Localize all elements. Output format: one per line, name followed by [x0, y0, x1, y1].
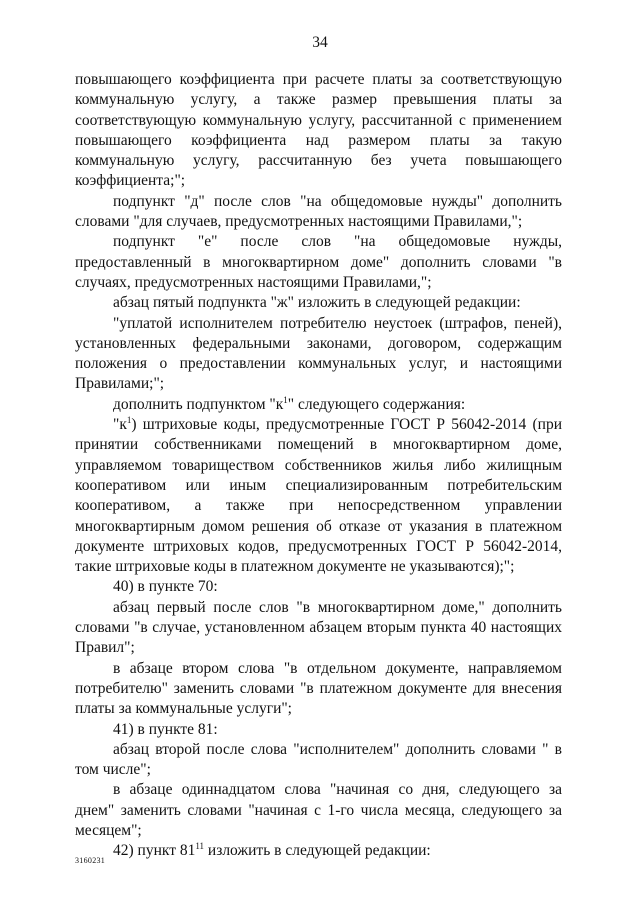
paragraph-text: "к: [113, 416, 127, 434]
paragraph-text: дополнить подпунктом "к: [113, 395, 284, 413]
paragraph-text: " следующего содержания:: [287, 395, 466, 413]
paragraph-text: 42) пункт 81: [113, 842, 196, 860]
paragraph: [75, 841, 562, 861]
paragraph: повышающего коэффициента при расчете платы за соответствующую коммунальную услугу, а также размер превышения платы за соответствующую коммунальную услугу, рассчитанной с применением повышающего коэффициента над размером платы за такую коммунальную услугу, рассчитанную без учета повышающего коэффициента;";: [75, 71, 562, 190]
page-number: 34: [312, 34, 328, 51]
superscript: 1: [126, 415, 132, 426]
superscript: 11: [195, 841, 205, 852]
paragraph: 40) в пункте 70:: [113, 578, 218, 596]
paragraph: абзац первый после слов "в многоквартирном доме," дополнить словами "в случае, установленном абзацем вторым пункта 40 настоящих Правил";: [75, 598, 562, 657]
paragraph: в абзаце одиннадцатом слова "начиная со дня, следующего за днем" заменить словами "начиная с 1-го числа месяца, следующего за месяцем";: [75, 781, 562, 839]
paragraph: 41) в пункте 81:: [113, 720, 218, 738]
paragraph-text: изложить в следующей редакции:: [204, 842, 431, 860]
paragraph: подпункт "е" после слов "на общедомовые нужды, предоставленный в многоквартирном доме" дополнить словами "в случаях, предусмотренных настоящими Правилами,";: [75, 233, 562, 291]
paragraph: "уплатой исполнителем потребителю неустоек (штрафов, пеней), установленных федеральными законами, договором, содержащим положения о предоставлении коммунальных услуг, и настоящими Правилами;";: [75, 314, 562, 393]
paragraph: абзац пятый подпункта "ж" изложить в следующей редакции:: [113, 294, 521, 312]
paragraph: [75, 415, 562, 577]
document-code: 3160231: [75, 856, 106, 865]
paragraph: [75, 395, 562, 415]
paragraph: в абзаце втором слова "в отдельном документе, направляемом потребителю" заменить словами "в платежном документе для внесения платы за коммунальные услуги";: [75, 659, 562, 718]
document-body: [75, 70, 562, 862]
paragraph-text: ) штриховые коды, предусмотренные ГОСТ Р 56042-2014 (при принятии собственниками помещений в многоквартирном доме, управляемом товариществом собственников жилья либо жилищным кооперативом или иным специализированным потребительским кооперативом, а также при непосредственном управлении многоквартирным домом решения об отказе от указания в платежном документе штриховых кодов, предусмотренных ГОСТ Р 56042-2014, такие штриховые коды в платежном документе не указываются);";: [75, 416, 562, 576]
superscript: 1: [283, 394, 288, 405]
paragraph: абзац второй после слова "исполнителем" дополнить словами " в том числе";: [75, 740, 562, 779]
paragraph: подпункт "д" после слов "на общедомовые нужды" дополнить словами "для случаев, предусмотренных настоящими Правилами,";: [75, 192, 562, 231]
